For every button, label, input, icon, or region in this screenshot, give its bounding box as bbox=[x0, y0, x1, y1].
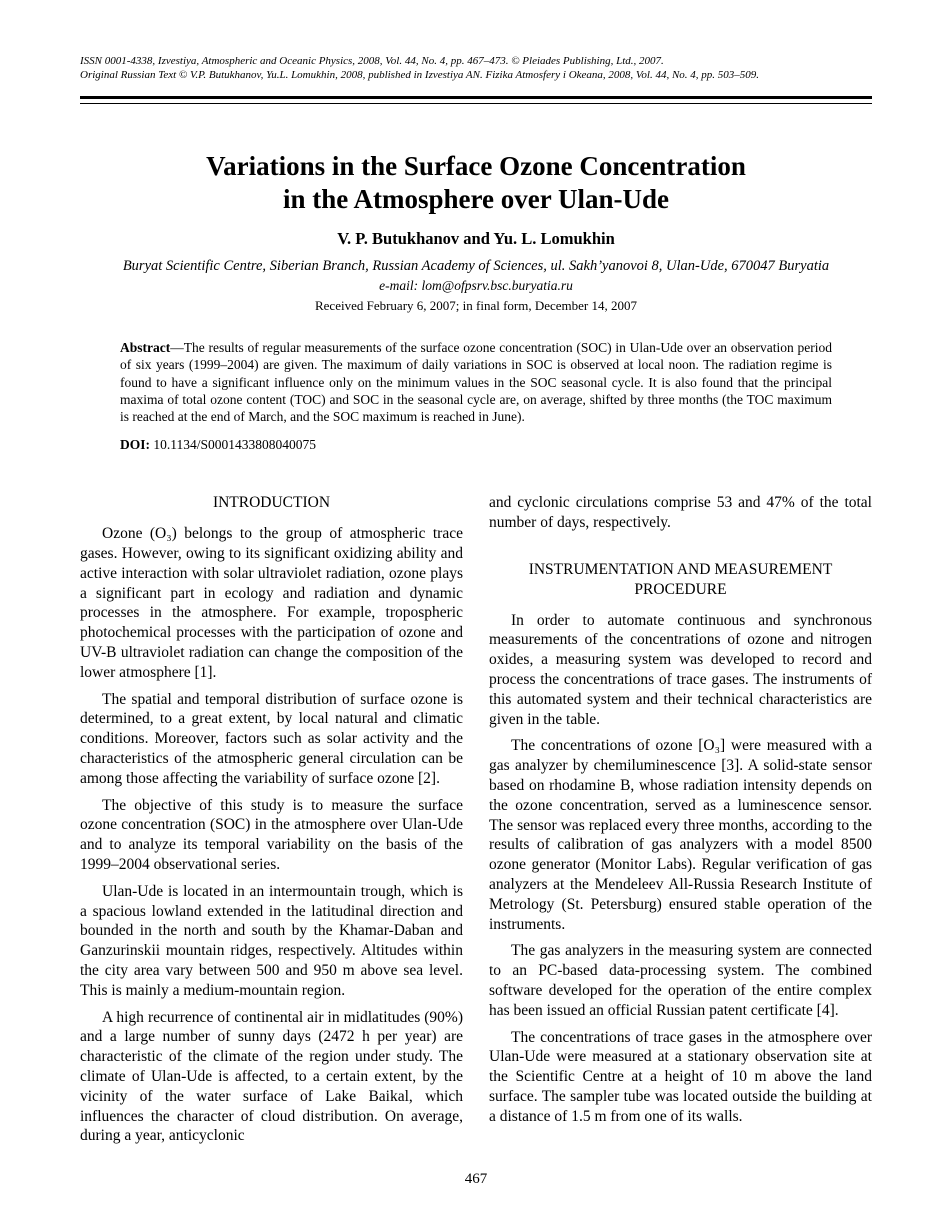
doi-line bbox=[120, 437, 832, 453]
section-heading-instrumentation: INSTRUMENTATION AND MEASUREMENT PROCEDURE bbox=[528, 561, 833, 598]
article-title-line1: Variations in the Surface Ozone Concentration bbox=[206, 151, 746, 181]
article-body bbox=[80, 493, 872, 1153]
issn-copyright-line: ISSN 0001-4338, Izvestiya, Atmospheric and Oceanic Physics, 2008, Vol. 44, No. 4, pp. 467–473. © Pleiades Publishing, Ltd., 2007. bbox=[80, 55, 664, 67]
paragraph: The concentrations of ozone [O₃] were measured with a gas analyzer by chemiluminescence [3]. A solid-state sensor based on rhodamine B, whose radiation intensity depends on the ozone concentration, served as a luminescence sensor. The sensor was replaced every three months, according to the results of calibration of gas analyzers with a model 8500 ozone generator (Monitor Labs). Regular verification of gas analyzers at the Mendeleev All-Russia Research Institute of Metrology (St. Petersburg) ensured stable operation of the instruments. bbox=[489, 737, 872, 933]
original-russian-text-line: Original Russian Text © V.P. Butukhanov, Yu.L. Lomukhin, 2008, published in Izvestiya AN. Fizika Atmosfery i Okeana, 2008, Vol. 44, No. 4, pp. 503–509. bbox=[80, 69, 760, 81]
received-line: Received February 6, 2007; in final form, December 14, 2007 bbox=[314, 298, 638, 313]
paragraph: Ozone (O₃) belongs to the group of atmospheric trace gases. However, owing to its significant oxidizing ability and active interaction with solar ultraviolet radiation, ozone plays a significant part in ecology and radiation and dynamic processes in the atmosphere. For example, tropospheric photochemical processes with the participation of ozone and UV-B ultraviolet radiation can change the composition of the lower atmosphere [1]. bbox=[80, 525, 463, 681]
paragraph: In order to automate continuous and synchronous measurements of the concentrations of ozone and nitrogen oxides, a measuring system was developed to record and process the concentrations of trace gases. The instruments of this automated system and their technical characteristics are given in the table. bbox=[489, 611, 872, 728]
section-heading-introduction: INTRODUCTION bbox=[212, 494, 331, 512]
paragraph-continuation: and cyclonic circulations comprise 53 and 47% of the total number of days, respectively. bbox=[489, 494, 872, 532]
paragraph: The objective of this study is to measure the surface ozone concentration (SOC) in the atmosphere over Ulan-Ude and to analyze its temporal variability on the basis of the 1999–2004 observational series. bbox=[80, 796, 463, 874]
left-column bbox=[80, 493, 463, 1153]
affiliation-line: Buryat Scientific Centre, Siberian Branch, Russian Academy of Sciences, ul. Sakh’yanovoi 8, Ulan-Ude, 670047 Buryatia bbox=[122, 258, 830, 274]
email-line: e-mail: lom@ofpsrv.bsc.buryatia.ru bbox=[379, 278, 573, 293]
abstract-text: —The results of regular measurements of the surface ozone concentration (SOC) in Ulan-Ude over an observation period of six years (1999–2004) are given. The maximum of daily variations in SOC is observed at local noon. The radiation regime is found to have a significant influence only on the minimum values in the SOC seasonal cycle. It is also found that the principal maxima of total ozone content (TOC) and SOC in the seasonal cycle are, on average, shifted by three months (the TOC maximum is reached at the end of March, and the SOC maximum is reached in June). bbox=[120, 340, 832, 425]
paragraph: Ulan-Ude is located in an intermountain trough, which is a spacious lowland extended in the latitudinal direction and bounded in the north and south by the Khamar-Daban and Ganzurinskii mountain ridges, respectively. Altitudes within the city area vary between 500 and 950 m above sea level. This is mainly a medium-mountain region. bbox=[80, 882, 463, 999]
abstract-label: Abstract bbox=[120, 340, 171, 355]
abstract-block bbox=[120, 339, 832, 425]
paragraph: The spatial and temporal distribution of surface ozone is determined, to a great extent, by local natural and climatic conditions. Moreover, factors such as solar activity and the characteristics of the atmospheric general circulation can be among those affecting the variability of surface ozone [2]. bbox=[80, 690, 463, 787]
doi-label: DOI: bbox=[120, 437, 150, 453]
paragraph: The concentrations of trace gases in the atmosphere over Ulan-Ude were measured at a stationary observation site at the Scientific Centre at a height of 10 m above the land surface. The sampler tube was located outside the building at a distance of 1.5 m from one of its walls. bbox=[489, 1028, 872, 1125]
doi-value: 10.1134/S0001433808040075 bbox=[153, 437, 317, 453]
paragraph: A high recurrence of continental air in midlatitudes (90%) and a large number of sunny days (2472 h per year) are characteristic of the climate of the region under study. The climate of Ulan-Ude is affected, to a certain extent, by the vicinity of the water surface of Lake Baikal, which influences the character of cloud distribution. On average, during a year, anticyclonic bbox=[80, 1008, 463, 1145]
right-column bbox=[489, 493, 872, 1153]
page-number: 467 bbox=[464, 1171, 488, 1187]
article-title-line2: in the Atmosphere over Ulan-Ude bbox=[283, 184, 669, 214]
article-title bbox=[80, 150, 872, 216]
journal-header bbox=[80, 54, 872, 82]
paragraph: The gas analyzers in the measuring system are connected to an PC-based data-processing system. The combined software developed for the operation of the entire complex has been issued an official Russian patent certificate [4]. bbox=[489, 942, 872, 1019]
header-rule bbox=[80, 96, 872, 104]
authors-line: V. P. Butukhanov and Yu. L. Lomukhin bbox=[337, 229, 615, 248]
